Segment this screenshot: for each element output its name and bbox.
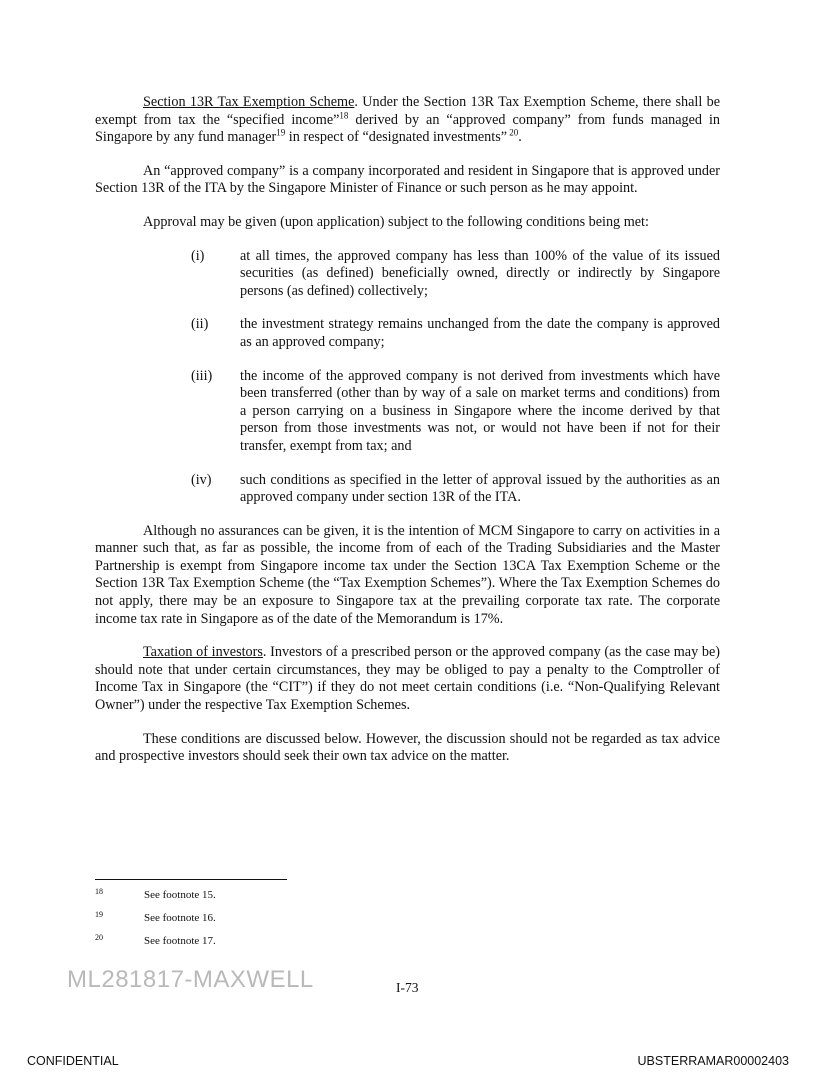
paragraph-text: in respect of “designated investments” [285,129,508,146]
conditions-list [95,248,720,507]
list-item-text: at all times, the approved company has less than 100% of the value of its issued securities (as defined) beneficially owned, directly or indirectly by Singapore persons (as defined) collectively; [240,247,720,299]
paragraph-section-13r [95,94,720,147]
list-item-number: (ii) [191,316,209,333]
footnote-ref: 20 [507,127,519,138]
paragraph-approved-company: An “approved company” is a company incorporated and resident in Singapore that is approved under Section 13R of the ITA by the Singapore Minister of Finance or such person as he may appoint. [95,162,720,197]
list-item-text: the income of the approved company is not derived from investments which have been transferred (other than by way of a sale on market terms and conditions) from a person carrying on a business in Singapore where the income derived by that person from those investments was not, or would not have been if not for their transfer, exempt from tax; and [240,367,720,454]
footnote-text: See footnote 16. [144,912,216,924]
footnote [95,888,495,911]
watermark-stamp: ML281817-MAXWELL [67,966,314,993]
paragraph-text: . Investors of a prescribed person or the approved company (as the case may be) should note that under certain circumstances, they may be obliged to pay a penalty to the Comptroller of Income Tax in Singapore (the “CIT”) if they do not meet certain conditions (i.e. “Non-Qualifying Relevant Owner”) under the respective Tax Exemption Schemes. [95,644,721,714]
list-item-text: such conditions as specified in the letter of approval issued by the authorities as an approved company under section 13R of the ITA. [240,471,720,506]
footnote [95,934,495,957]
list-item-text: the investment strategy remains unchanged from the date the company is approved as an approved company; [240,316,720,350]
footnote-number: 20 [95,933,103,942]
footnote-number: 19 [95,910,103,919]
footnote-text: See footnote 15. [144,889,216,901]
list-item-number: (i) [191,247,205,264]
paragraph-text: . Under the Section 13R Tax Exemption Scheme, there shall be exempt from tax the “specified income” [95,94,720,128]
footnote-ref: 19 [276,127,286,138]
confidential-label: CONFIDENTIAL [27,1054,119,1068]
paragraph-taxation-investors [95,644,720,714]
paragraph-mcm-intention: Although no assurances can be given, it is the intention of MCM Singapore to carry on activities in a manner such that, as far as possible, the income from of each of the Trading Subsidiaries and the Master Partnership is exempt from Singapore income tax under the Section 13CA Tax Exemption Scheme or the Section 13R Tax Exemption Scheme (the “Tax Exemption Schemes”). Where the Tax Exemption Schemes do not apply, there may be an exposure to Singapore tax at the prevailing corporate tax rate. The corporate income tax rate in Singapore as of the date of the Memorandum is 17%. [95,522,720,627]
footnote-number: 18 [95,887,103,896]
list-item [95,248,720,301]
list-item [95,316,720,351]
page-number: I-73 [396,980,419,995]
section-heading-taxation: Taxation of investors [143,644,263,661]
list-item [95,368,720,456]
section-heading-13r: Section 13R Tax Exemption Scheme [143,94,355,110]
list-item-number: (iii) [191,367,213,384]
document-body [95,94,720,782]
footnote-divider [95,879,287,880]
paragraph-text: . [518,129,522,146]
footnote-ref: 18 [339,109,349,120]
footnote-text: See footnote 17. [144,935,216,947]
list-item-number: (iv) [191,471,212,488]
paragraph-conditions-discussed: These conditions are discussed below. However, the discussion should not be regarded as tax advice and prospective investors should seek their own tax advice on the matter. [95,730,720,765]
bates-number: UBSTERRAMAR00002403 [637,1054,789,1068]
list-item [95,472,720,507]
paragraph-approval-conditions: Approval may be given (upon application) subject to the following conditions being met: [143,213,649,230]
paragraph-text: derived by an “approved company” from funds managed in Singapore by any fund manager [95,111,720,146]
footnotes [95,879,495,957]
footnote [95,911,495,934]
